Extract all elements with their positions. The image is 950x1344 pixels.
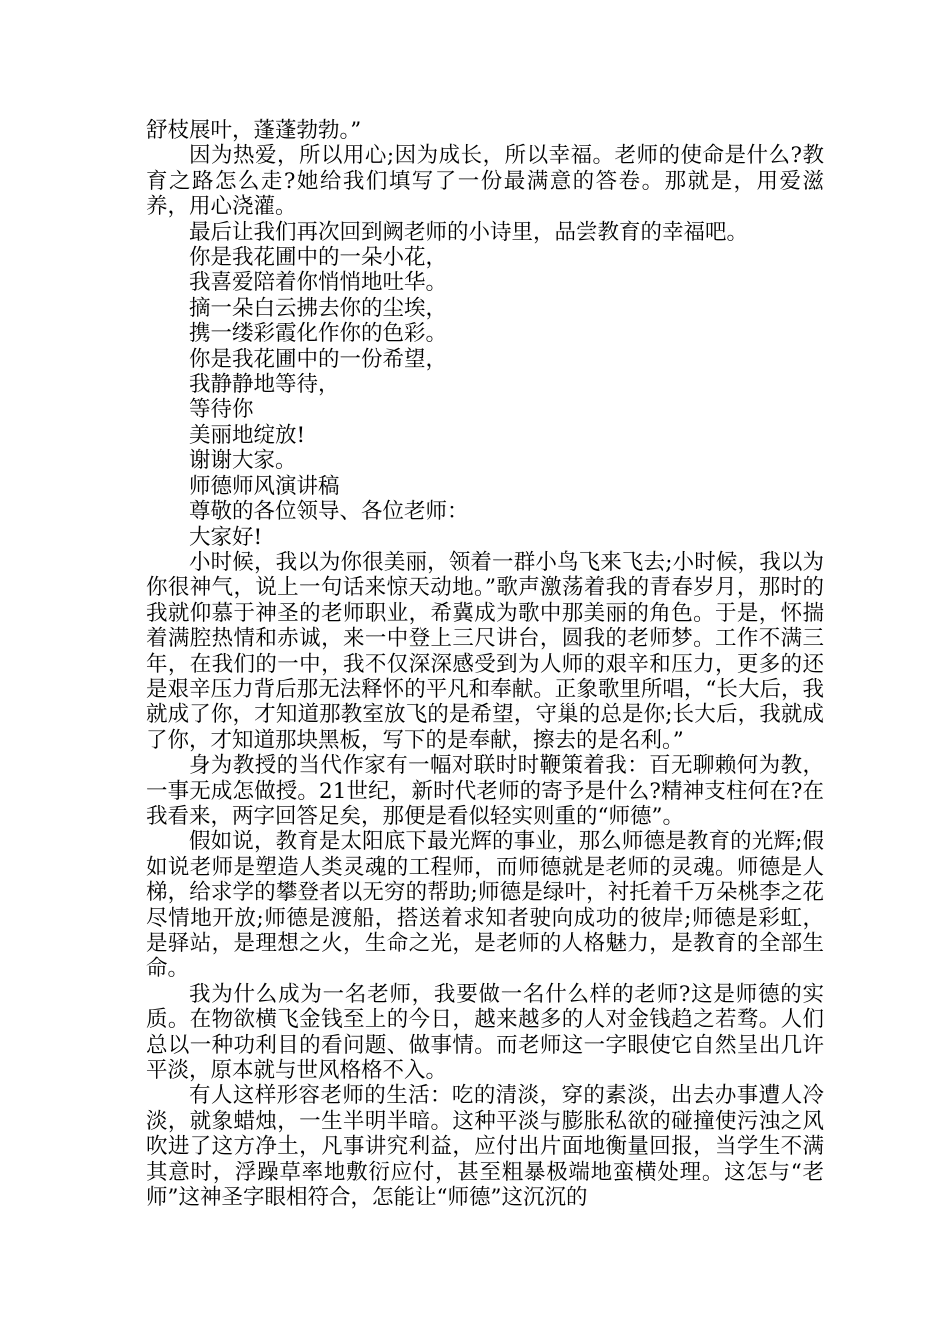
paragraph-mission: 因为热爱，所以用心;因为成长，所以幸福。老师的使命是什么?教育之路怎么走?她给我们填写了一份最满意的答卷。那就是，用爱滋养，用心浇灌。 <box>146 143 824 220</box>
poem-line: 你是我花圃中的一朵小花， <box>189 245 448 271</box>
closing-thanks: 谢谢大家。 <box>189 448 297 474</box>
poem-line: 等待你 <box>189 397 254 423</box>
greeting: 大家好! <box>189 524 263 550</box>
paragraph-couplet: 身为教授的当代作家有一幅对联时时鞭策着我：百无聊赖何为教，一事无成怎做授。21世纪，新时代老师的寄予是什么?精神支柱何在?在我看来，两字回答足矣，那便是看似轻实则重的“师德”。 <box>146 753 824 829</box>
poem-line: 携一缕彩霞化作你的色彩。 <box>189 321 448 347</box>
poem-line: 摘一朵白云拂去你的尘埃， <box>189 295 448 321</box>
paragraph-continuation: 舒枝展叶，蓬蓬勃勃。” <box>146 118 362 143</box>
paragraph-teacher-life: 有人这样形容老师的生活：吃的清淡，穿的素淡，出去办事遭人冷淡，就象蜡烛，一生半明半暗。这种平淡与膨胀私欲的碰撞使污浊之风吹进了这方净土，凡事讲究利益，应付出片面地衡量回报，当学生不满其意时，浮躁草率地敷衍应付，甚至粗暴极端地蛮横处理。这怎与“老师”这神圣字眼相符合，怎能让“师德”这沉沉的 <box>146 1083 824 1211</box>
poem-line: 我静静地等待， <box>189 372 340 398</box>
poem-line: 你是我花圃中的一份希望， <box>189 346 448 372</box>
speech-title: 师德师风演讲稿 <box>189 473 340 499</box>
salutation: 尊敬的各位领导、各位老师： <box>189 499 469 525</box>
poem-line: 我喜爱陪着你悄悄地吐华。 <box>189 270 448 296</box>
paragraph-why-teacher: 我为什么成为一名老师，我要做一名什么样的老师?这是师德的实质。在物欲横飞金钱至上的今日，越来越多的人对金钱趋之若骛。人们总以一种功利目的看问题、做事情。而老师这一字眼使它自然呈出几许平淡，原本就与世风格格不入。 <box>146 981 824 1084</box>
paragraph-childhood: 小时候，我以为你很美丽，领着一群小鸟飞来飞去;小时候，我以为你很神气，说上一句话来惊天动地。”歌声激荡着我的青春岁月，那时的我就仰慕于神圣的老师职业，希冀成为歌中那美丽的角色。于是，怀揣着满腔热情和赤诚，来一中登上三尺讲台，圆我的老师梦。工作不满三年，在我们的一中，我不仅深深感受到为人师的艰辛和压力，更多的还是艰辛压力背后那无法释怀的平凡和奉献。正象歌里所唱，“长大后，我就成了你，才知道那教室放飞的是希望，守巢的总是你;长大后，我就成了你，才知道那块黑板，写下的是奉献，擦去的是名利。” <box>146 549 824 753</box>
paragraph-poem-intro: 最后让我们再次回到阙老师的小诗里，品尝教育的幸福吧。 <box>189 219 749 245</box>
poem-line: 美丽地绽放! <box>189 422 306 448</box>
document-page <box>146 118 824 1210</box>
paragraph-teacher-ethics: 假如说，教育是太阳底下最光辉的事业，那么师德是教育的光辉;假如说老师是塑造人类灵魂的工程师，而师德就是老师的灵魂。师德是人梯，给求学的攀登者以无穷的帮助;师德是绿叶，衬托着千万朵桃李之花尽情地开放;师德是渡船，搭送着求知者驶向成功的彼岸;师德是彩虹，是驿站，是理想之火，生命之光，是老师的人格魅力，是教育的全部生命。 <box>146 829 824 982</box>
